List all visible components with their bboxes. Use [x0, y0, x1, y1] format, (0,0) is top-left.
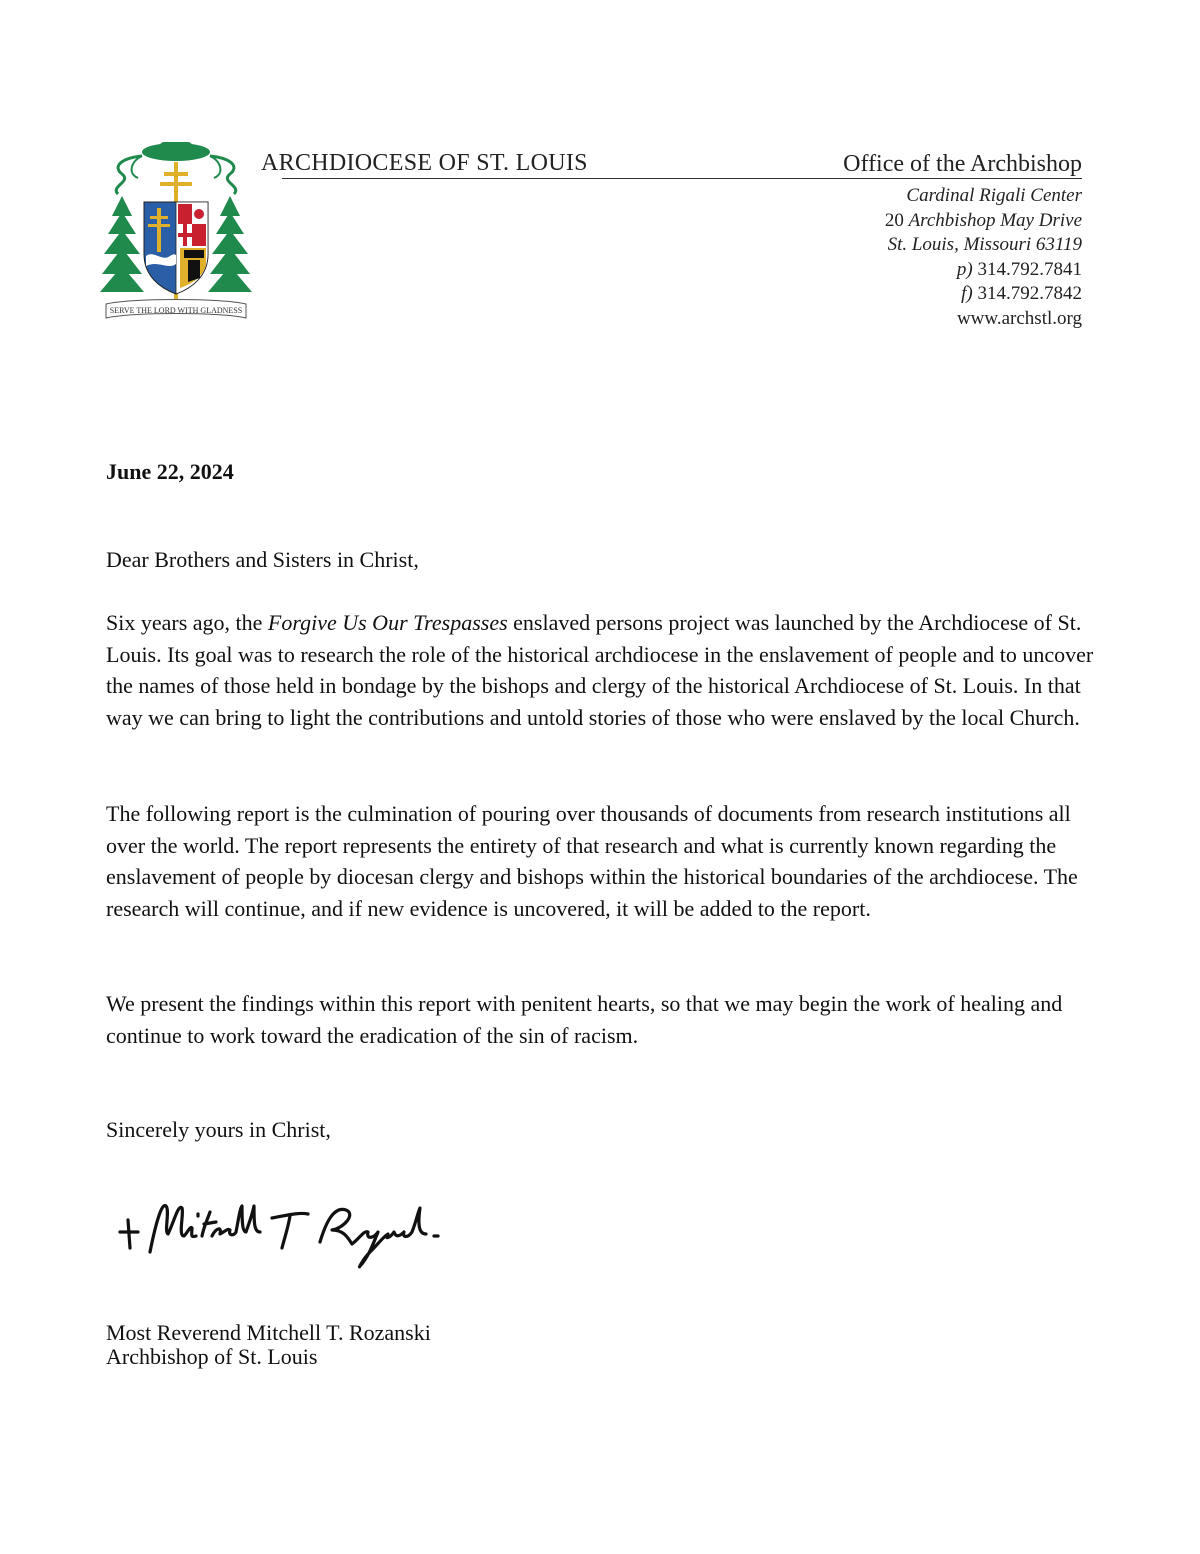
phone-number: 314.792.7841	[977, 258, 1082, 280]
letter-date: June 22, 2024	[106, 459, 234, 484]
salutation: Dear Brothers and Sisters in Christ,	[106, 547, 419, 572]
paragraph-1-rest: enslaved persons project was launched by the Archdiocese of St. Louis. Its goal was to research the role of the historical archdiocese in the enslavement of people and to uncover the names of those held in bondage by the bishops and clergy of the historical Archdiocese of St. Louis. In that way we can bring to light the contributions and untold stories of those who were enslaved by the local Church.	[106, 610, 1094, 731]
website-link[interactable]: www.archstl.org	[956, 307, 1082, 329]
fax-line	[885, 282, 1082, 307]
fax-number: 314.792.7842	[977, 283, 1082, 304]
closing: Sincerely yours in Christ,	[106, 1117, 331, 1142]
handwritten-signature	[112, 1192, 452, 1272]
paragraph-1-start: Six years ago, the	[106, 610, 268, 635]
office-title: Office of the Archbishop	[843, 151, 1082, 177]
address-block	[885, 184, 1082, 331]
signer-name: Most Reverend Mitchell T. Rozanski	[106, 1320, 431, 1345]
address-building: Cardinal Rigali Center	[906, 185, 1082, 206]
paragraph-1	[106, 607, 1098, 734]
phone-label: p)	[956, 258, 973, 280]
paragraph-2-text: The following report is the culmination of pouring over thousands of documents from research institutions all over the world. The report represents the entirety of that research and what is currently known regarding the enslavement of people by diocesan clergy and bishops within the historical boundaries of the archdiocese. The research will continue, and if new evidence is uncovered, it will be added to the report.	[106, 801, 1078, 922]
organization-name: ARCHDIOCESE OF ST. LOUIS	[261, 150, 588, 176]
signer-title: Archbishop of St. Louis	[106, 1344, 318, 1369]
address-street	[885, 209, 1082, 234]
fax-label: f)	[961, 283, 973, 304]
project-title: Forgive Us Our Trespasses	[267, 610, 508, 635]
address-street-name: Archbishop May Drive	[908, 209, 1082, 231]
phone-line	[885, 258, 1082, 283]
crest-motto: SERVE THE LORD WITH GLADNESS	[109, 306, 243, 315]
paragraph-3-text: We present the findings within this report with penitent hearts, so that we may begin the work of healing and continue to work toward the eradication of the sin of racism.	[106, 991, 1063, 1048]
header-divider	[282, 178, 1082, 179]
address-city-state-zip: St. Louis, Missouri 63119	[887, 234, 1082, 255]
signer-block	[106, 1321, 431, 1369]
paragraph-2	[106, 798, 1098, 925]
paragraph-3	[106, 988, 1098, 1051]
address-street-number: 20	[884, 209, 904, 231]
archdiocese-crest-logo	[100, 138, 252, 328]
